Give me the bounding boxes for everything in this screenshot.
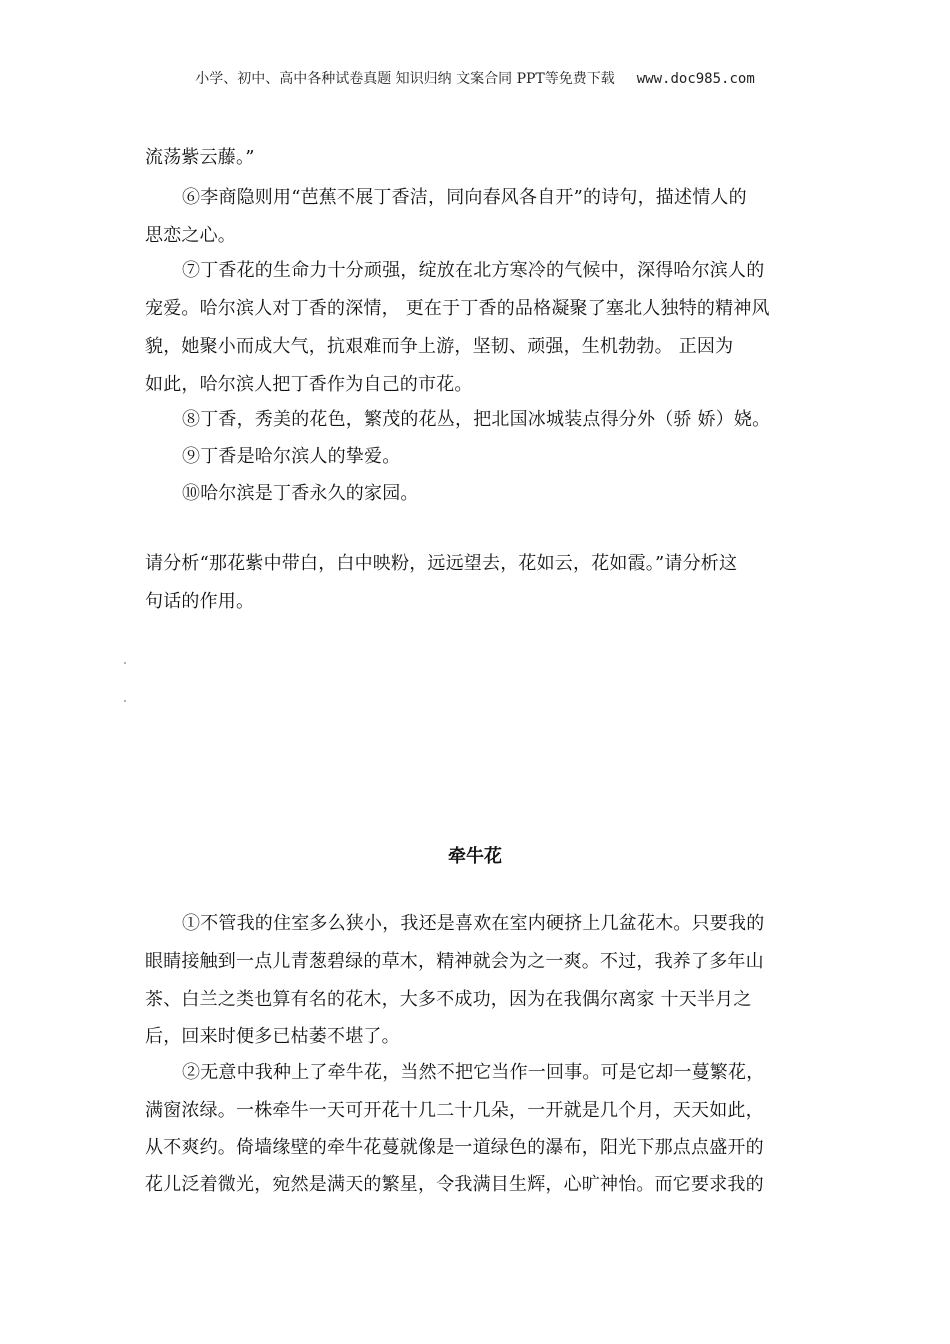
passage1-paragraph-6: ⑥李商隐则用“芭蕉不展丁香洁，同向春风各自开”的诗句，描述情人的 — [182, 187, 747, 208]
header-site: www.doc985.com — [636, 71, 755, 87]
passage1-paragraph-7: ⑦丁香花的生命力十分顽强，绽放在北方寒冷的气候中，深得哈尔滨人的 — [182, 260, 765, 281]
passage2-line: 花儿泛着微光，宛然是满天的繁星，令我满目生辉，心旷神怡。而它要求我的 — [145, 1174, 764, 1195]
passage1-line: 宠爱。哈尔滨人对丁香的深情， 更在于丁香的品格凝聚了塞北人独特的精神风 — [145, 298, 770, 319]
passage2-paragraph-1: ①不管我的住室多么狭小，我还是喜欢在室内硬挤上几盆花木。只要我的 — [182, 913, 765, 934]
passage2-line: 从不爽约。倚墙缘壁的牵牛花蔓就像是一道绿色的瀑布，阳光下那点点盛开的 — [145, 1137, 764, 1158]
passage2-line: 后，回来时便多已枯萎不堪了。 — [145, 1026, 400, 1047]
passage2-line: 茶、白兰之类也算有名的花木，大多不成功，因为在我偶尔离家 十天半月之 — [145, 989, 752, 1010]
passage1-paragraph-9: ⑨丁香是哈尔滨人的挚爱。 — [182, 446, 401, 467]
page-header — [0, 68, 950, 88]
passage2-paragraph-2: ②无意中我种上了牵牛花，当然不把它当作一回事。可是它却一蔓繁花， — [182, 1062, 765, 1083]
passage1-line: 如此，哈尔滨人把丁香作为自己的市花。 — [145, 374, 473, 395]
passage1-line: 思恋之心。 — [145, 225, 236, 246]
passage1-line: 貌，她聚小而成大气，抗艰难而争上游，坚韧、顽强，生机勃勃。 正因为 — [145, 336, 734, 357]
passage1-line: 流荡紫云藤。” — [145, 147, 255, 168]
question-line: 请分析“那花紫中带白，白中映粉，远远望去，花如云，花如霞。”请分析这 — [145, 553, 738, 574]
margin-dot — [124, 662, 126, 664]
passage2-title: 牵牛花 — [448, 846, 502, 867]
margin-dot — [124, 700, 126, 702]
passage1-paragraph-10: ⑩哈尔滨是丁香永久的家园。 — [182, 483, 419, 504]
passage2-line: 眼睛接触到一点儿青葱碧绿的草木，精神就会为之一爽。不过，我养了多年山 — [145, 951, 764, 972]
header-text: 小学、初中、高中各种试卷真题 知识归纳 文案合同 PPT等免费下载 — [195, 71, 615, 87]
question-line: 句话的作用。 — [145, 591, 255, 612]
passage2-line: 满窗浓绿。一株牵牛一天可开花十几二十几朵，一开就是几个月，天天如此， — [145, 1100, 764, 1121]
passage1-paragraph-8: ⑧丁香，秀美的花色，繁茂的花丛，把北国冰城装点得分外（骄 娇）娆。 — [182, 409, 771, 430]
